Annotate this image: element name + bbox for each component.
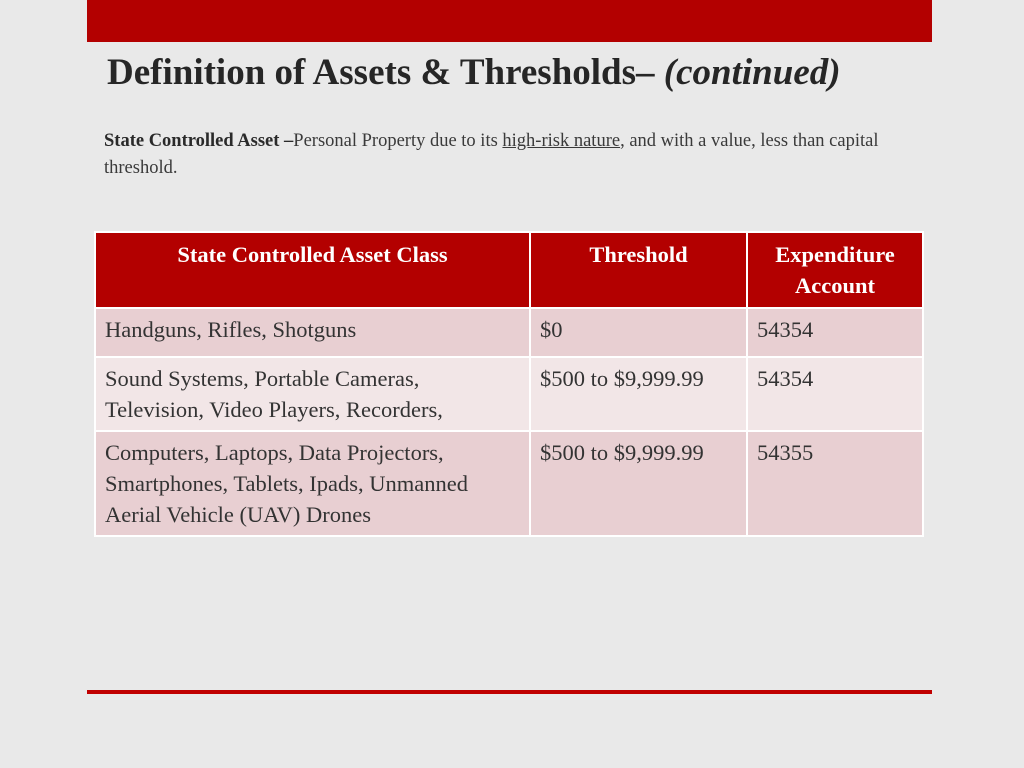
table-row [95, 431, 923, 536]
cell-asset-class: Computers, Laptops, Data Projectors, Smartphones, Tablets, Ipads, Unmanned Aerial Vehicle (UAV) Drones [95, 431, 530, 536]
header-expenditure-account: Expenditure Account [747, 232, 923, 308]
slide-title-continued: (continued) [663, 52, 841, 93]
cell-account: 54354 [747, 357, 923, 431]
definition-text-before: Personal Property due to its [293, 131, 503, 151]
definition-text-after: , and with a value, less than capital threshold. [104, 131, 879, 178]
cell-threshold: $0 [530, 308, 747, 357]
definition-paragraph [104, 128, 934, 182]
table-row [95, 308, 923, 357]
cell-threshold: $500 to $9,999.99 [530, 431, 747, 536]
slide-title-main: Definition of Assets & Thresholds– [107, 52, 655, 93]
top-accent-bar [87, 0, 932, 42]
header-threshold: Threshold [530, 232, 747, 308]
header-asset-class: State Controlled Asset Class [95, 232, 530, 308]
bottom-divider-line [87, 690, 932, 694]
table-row [95, 357, 923, 431]
table-header-row [95, 232, 923, 308]
cell-threshold: $500 to $9,999.99 [530, 357, 747, 431]
asset-threshold-table [94, 231, 924, 537]
cell-asset-class: Sound Systems, Portable Cameras, Television, Video Players, Recorders, [95, 357, 530, 431]
cell-account: 54355 [747, 431, 923, 536]
definition-underlined-text: high-risk nature [502, 131, 621, 151]
slide-title [107, 50, 937, 96]
cell-account: 54354 [747, 308, 923, 357]
cell-asset-class: Handguns, Rifles, Shotguns [95, 308, 530, 357]
definition-term: State Controlled Asset – [104, 131, 294, 151]
